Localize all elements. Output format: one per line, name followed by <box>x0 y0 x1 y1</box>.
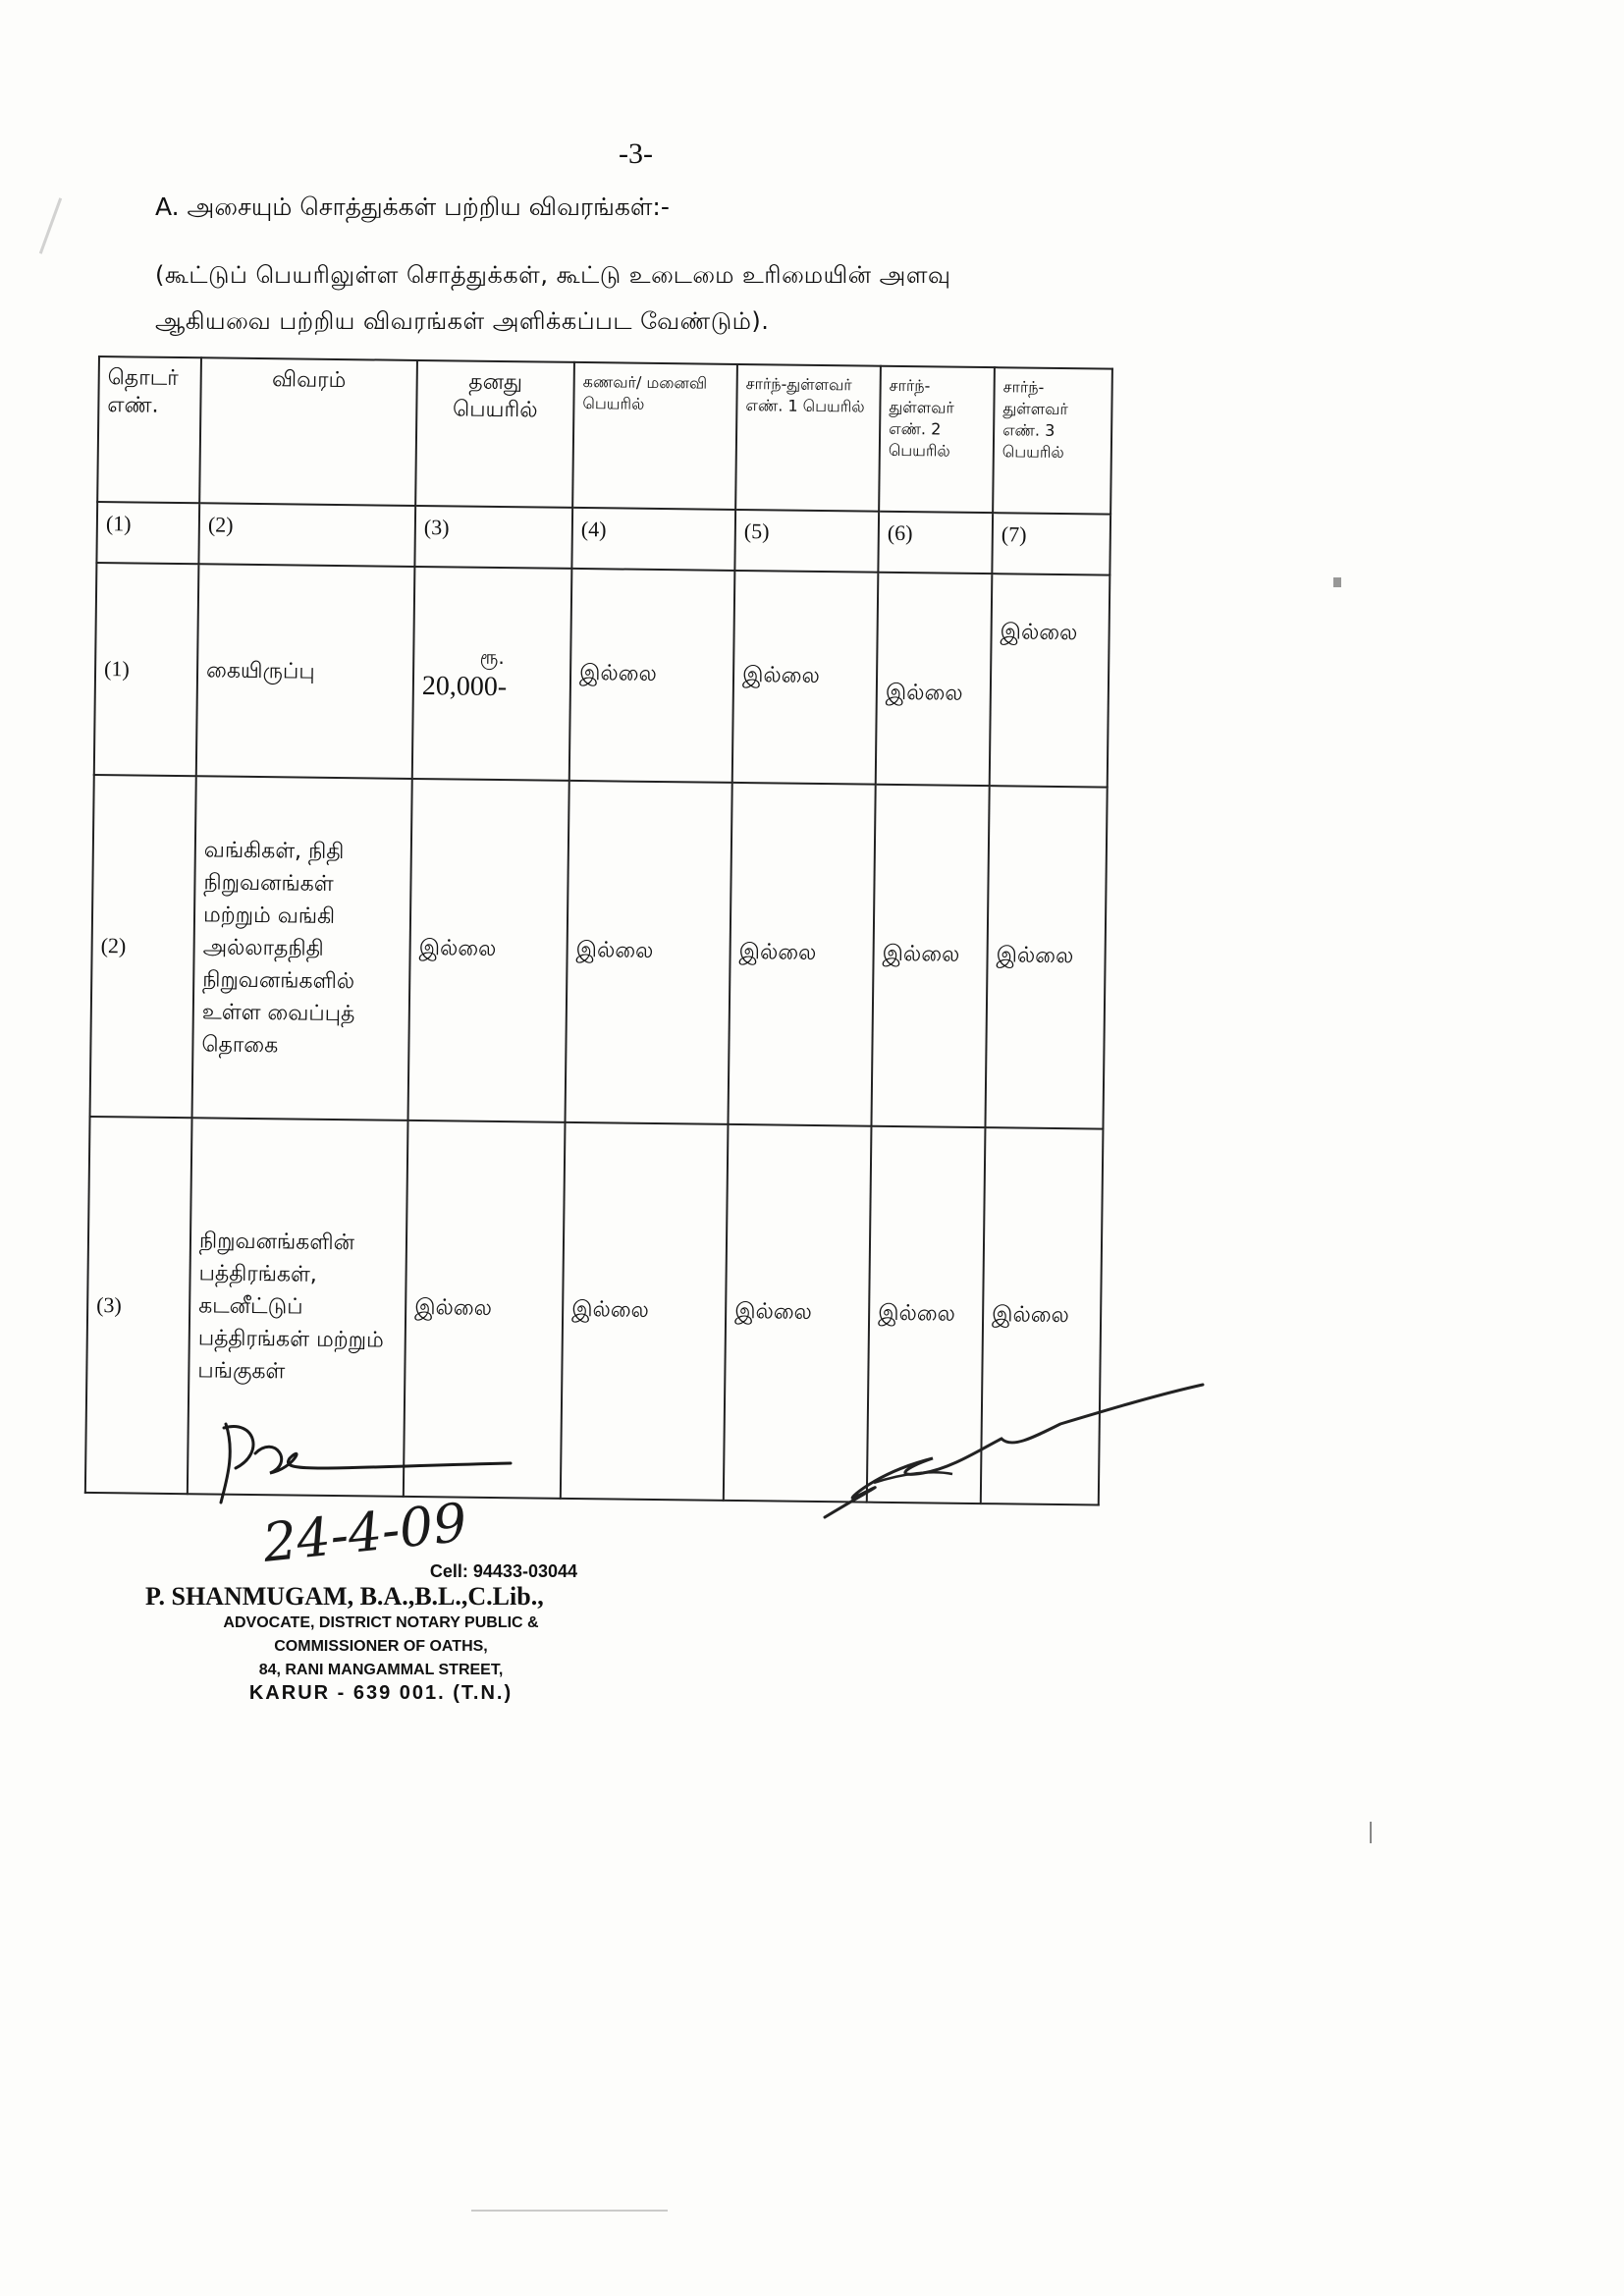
row-dep2-value: இல்லை <box>867 1126 986 1503</box>
note-line-1: (கூட்டுப் பெயரிலுள்ள சொத்துக்கள், கூட்டு உடைமை உரிமையின் அளவு <box>155 261 951 289</box>
stamp-cell-number: Cell: 94433-03044 <box>429 1561 577 1581</box>
scan-mark <box>1370 1822 1372 1843</box>
note-line-2: ஆகியவை பற்றிய விவரங்கள் அளிக்கப்பட வேண்டும்). <box>155 307 770 335</box>
row-description: நிறுவனங்களின் பத்திரங்கள், கடனீட்டுப் பத்திரங்கள் மற்றும் பங்குகள் <box>188 1118 408 1497</box>
deponent-signature <box>815 1380 1208 1537</box>
row-dep1-value: இல்லை <box>732 571 879 785</box>
row-serial: (3) <box>85 1117 192 1494</box>
notary-stamp <box>145 1561 617 1705</box>
movable-assets-table <box>84 355 1113 1506</box>
column-number: (5) <box>734 510 879 573</box>
row-dep3-value: இல்லை <box>981 1127 1104 1504</box>
header-dependent-3: சார்ந்-துள்ளவர் எண். 3 பெயரில் <box>993 367 1112 514</box>
assets-table-wrapper <box>85 355 1111 1414</box>
row-dep1-value: இல்லை <box>724 1124 872 1503</box>
column-number: (1) <box>96 502 199 564</box>
page-number: -3- <box>619 137 653 170</box>
column-number: (6) <box>878 512 993 574</box>
row-spouse-value: இல்லை <box>569 569 735 783</box>
header-self: தனது பெயரில் <box>415 360 574 508</box>
row-self-value <box>412 567 572 781</box>
row-dep3-value: இல்லை <box>985 786 1107 1128</box>
header-spouse: கணவர்/ மனைவி பெயரில் <box>572 362 737 510</box>
table-row <box>90 775 1108 1129</box>
column-number: (7) <box>992 513 1110 574</box>
row-serial: (2) <box>90 775 196 1118</box>
row-dep3-value: இல்லை <box>990 574 1110 787</box>
scan-mark <box>471 2210 668 2212</box>
row-dep2-value: இல்லை <box>876 573 993 786</box>
header-dependent-1: சார்ந்-துள்ளவர் எண். 1 பெயரில் <box>735 364 881 512</box>
amount-value: 20,000- <box>421 670 508 702</box>
scan-mark <box>1333 577 1341 587</box>
rupee-prefix: ரூ. <box>479 644 505 669</box>
column-number: (4) <box>571 508 735 571</box>
row-description: வங்கிகள், நிதி நிறுவனங்கள் மற்றும் வங்கி அல்லாதநிதி நிறுவனங்களில் உள்ள வைப்புத் தொகை <box>192 776 412 1121</box>
table-row <box>94 563 1110 788</box>
header-serial: தொடர் எண். <box>97 356 201 503</box>
stamp-line-2: COMMISSIONER OF OATHS, <box>274 1638 488 1655</box>
header-dependent-2: சார்ந்-துள்ளவர் எண். 2 பெயரில் <box>879 366 995 513</box>
row-dep1-value: இல்லை <box>728 783 875 1126</box>
stamp-line-3: 84, RANI MANGAMMAL STREET, <box>258 1662 504 1678</box>
row-serial: (1) <box>94 563 199 776</box>
signature-date: 24-4-09 <box>259 1491 470 1574</box>
row-self-value: இல்லை <box>404 1121 566 1499</box>
row-spouse-value: இல்லை <box>561 1122 729 1501</box>
row-self-value: இல்லை <box>408 779 569 1122</box>
header-description: விவரம் <box>199 357 417 506</box>
row-description: கையிருப்பு <box>196 564 415 779</box>
table-header-row <box>97 356 1112 515</box>
row-dep2-value: இல்லை <box>871 785 989 1127</box>
section-heading: A. அசையும் சொத்துக்கள் பற்றிய விவரங்கள்:- <box>155 192 670 221</box>
column-number: (2) <box>198 503 415 567</box>
stamp-line-4: KARUR - 639 001. (T.N.) <box>248 1682 514 1704</box>
column-number: (3) <box>414 506 572 569</box>
scan-mark <box>39 197 62 253</box>
stamp-name: P. SHANMUGAM, B.A.,B.L.,C.Lib., <box>145 1582 544 1611</box>
stamp-line-1: ADVOCATE, DISTRICT NOTARY PUBLIC & <box>223 1614 539 1631</box>
row-spouse-value: இல்லை <box>565 781 731 1124</box>
